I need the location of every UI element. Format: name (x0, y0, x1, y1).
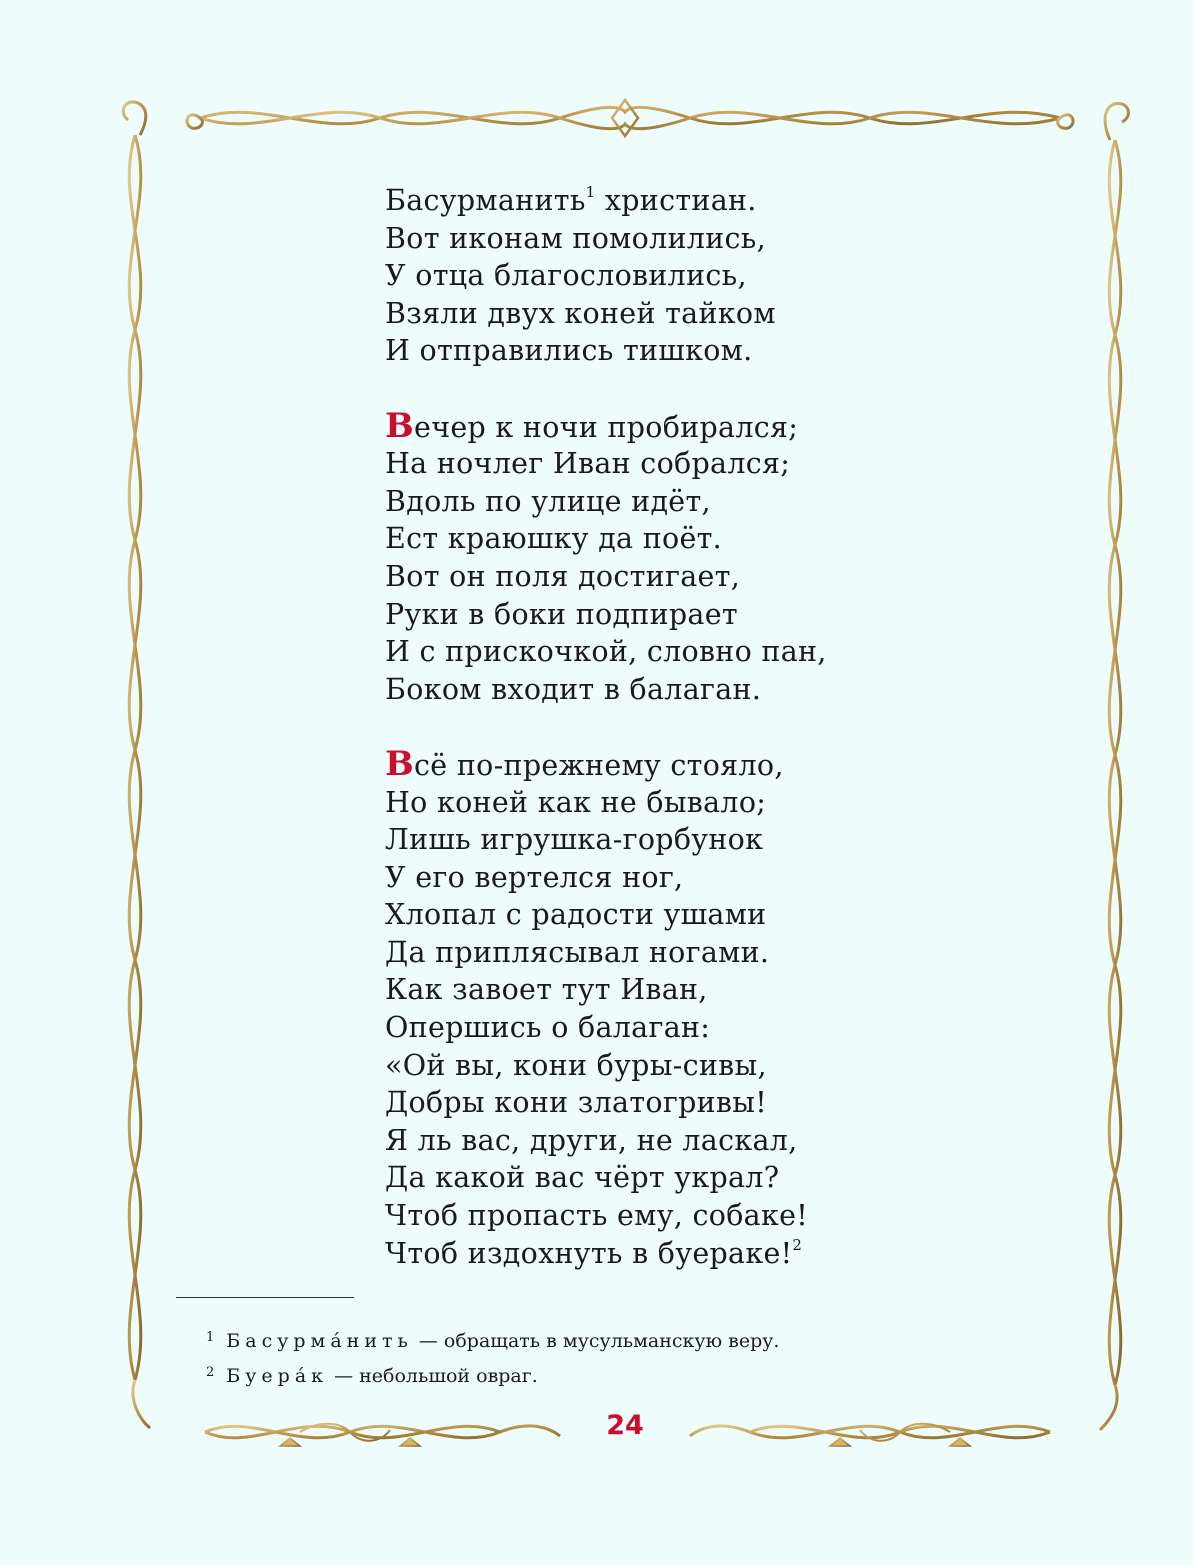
poem-line: Чтоб пропасть ему, собаке! (385, 1199, 808, 1233)
poem-line: Басурманить$^1$ христиан. (385, 183, 757, 217)
border-bottom-right-icon (690, 1424, 1050, 1446)
poem-line: Но коней как не бывало; (385, 785, 767, 819)
poem-line: Да приплясывал ногами. (385, 935, 770, 969)
stanza-1 (385, 182, 827, 370)
poem-line: Лишь игрушка-горбунок (385, 823, 764, 857)
page-number: 24 (606, 1410, 644, 1441)
stanza-3 (385, 743, 827, 1272)
drop-cap: В (385, 405, 415, 446)
poem-line: «Ой вы, кони буры-сивы, (385, 1048, 767, 1082)
poem-line: На ночлег Иван собрался; (385, 447, 791, 481)
footnote-divider (176, 1297, 354, 1298)
stanza-2 (385, 405, 827, 709)
poem-line: Вечер к ночи пробирался; (385, 405, 799, 446)
poem-line: Вот он поля достигает, (385, 559, 741, 593)
poem-line: Добры кони златогривы! (385, 1086, 768, 1120)
poem-line: Да какой вас чёрт украл? (385, 1161, 780, 1195)
poem-line: Руки в боки подпирает (385, 597, 738, 631)
border-left-icon (123, 102, 150, 1428)
footnote-ref: 1 (585, 183, 596, 201)
poem-line: Как завоет тут Иван, (385, 973, 708, 1007)
footnote-term: Буера́к (226, 1365, 329, 1387)
footnote-item: $^1$ Басурма́нить — обращать в мусульманскую веру. (206, 1330, 780, 1352)
border-top-icon (187, 100, 1073, 136)
drop-cap: В (385, 743, 415, 784)
border-bottom-left-icon (205, 1424, 560, 1446)
poem-line: У отца благословились, (385, 259, 747, 293)
poem-line: Опершись о балаган: (385, 1011, 711, 1045)
footnote-item: $^2$ Буера́к — небольшой овраг. (206, 1365, 538, 1387)
poem-line: Взяли двух коней тайком (385, 296, 776, 330)
footnote-term: Басурма́нить (226, 1330, 413, 1352)
poem-line: Ест краюшку да поёт. (385, 522, 723, 556)
poem-line: Вдоль по улице идёт, (385, 484, 711, 518)
footnote-ref: 2 (792, 1235, 803, 1254)
footnotes (206, 1322, 779, 1392)
poem-text (385, 182, 827, 1272)
poem-line: У его вертелся ног, (385, 860, 684, 894)
poem-line: Чтоб издохнуть в буераке!$^2$ (385, 1235, 803, 1270)
poem-line: Всё по-прежнему стояло, (385, 743, 784, 784)
poem-line: Хлопал с радости ушами (385, 898, 767, 932)
poem-line: Я ль вас, други, не ласкал, (385, 1123, 798, 1157)
poem-line: И отправились тишком. (385, 334, 753, 368)
poem-line: И с прискочкой, словно пан, (385, 635, 827, 669)
poem-line: Боком входит в балаган. (385, 672, 762, 706)
poem-line: Вот иконам помолились, (385, 221, 766, 255)
border-right-icon (1100, 103, 1128, 1430)
